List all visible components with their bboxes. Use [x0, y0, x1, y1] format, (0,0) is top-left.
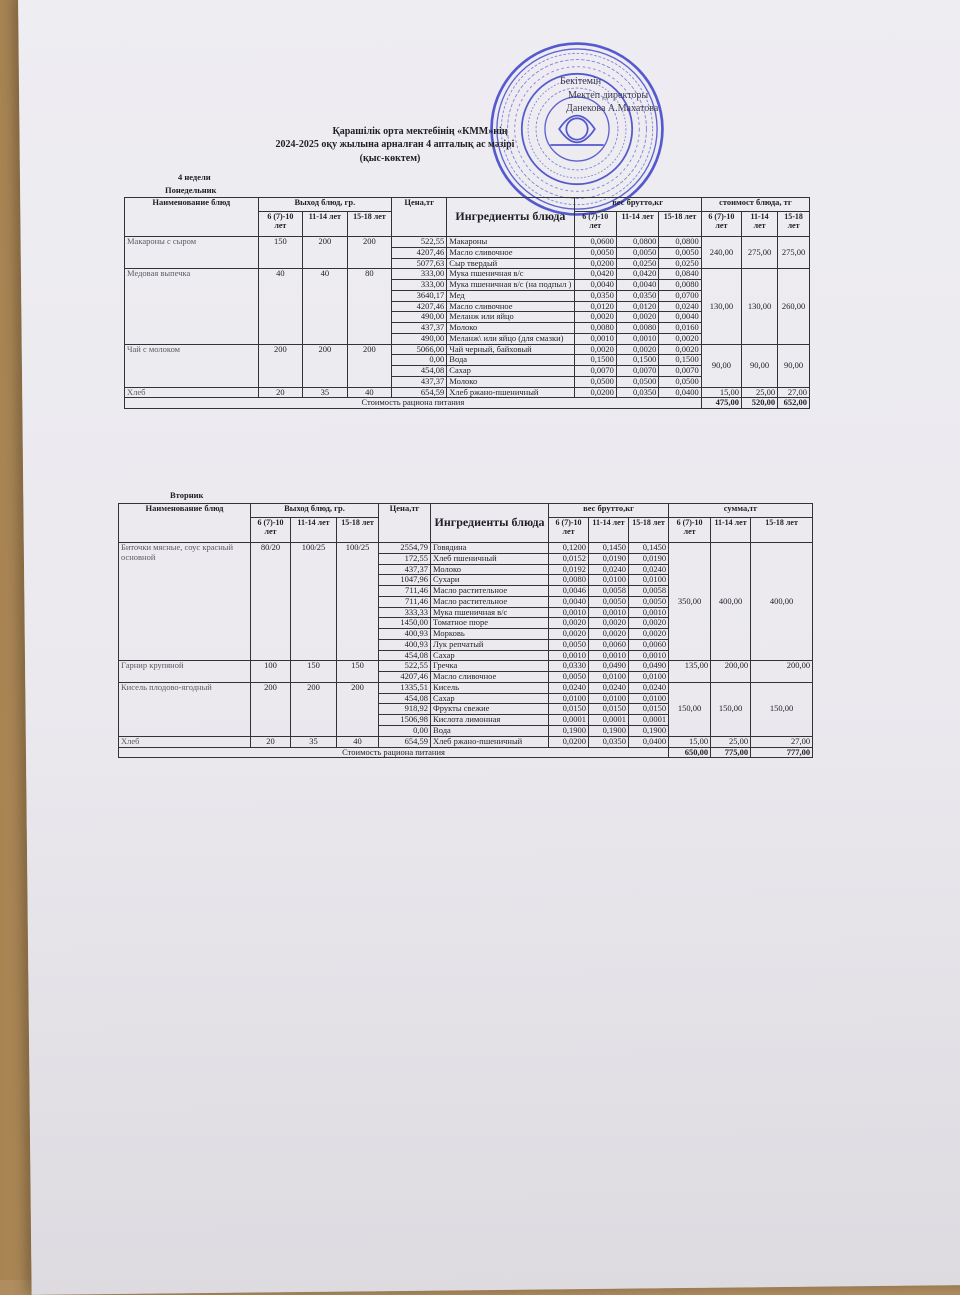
ingredient-price: 490,00 [392, 312, 447, 323]
weight-age-2: 0,0080 [616, 323, 658, 334]
weight-age-2: 0,0001 [589, 715, 629, 726]
dish-cost-age-2: 275,00 [742, 237, 778, 269]
col-header-weight-age-1: 6 (7)-10 лет [549, 517, 589, 542]
ingredient-name: Вода [431, 726, 549, 737]
weight-age-1: 0,0040 [574, 280, 616, 291]
ingredient-name: Сахар [431, 650, 549, 661]
total-label: Стоимость рациона питания [125, 398, 702, 409]
dish-cost-age-2: 200,00 [711, 661, 751, 683]
ingredient-row [119, 543, 813, 554]
weight-age-1: 0,0420 [574, 269, 616, 280]
col-header-age-1: 6 (7)-10 лет [251, 517, 291, 542]
weight-age-1: 0,0100 [549, 693, 589, 704]
ingredient-row [125, 387, 810, 398]
ingredient-name: Хлеб ржано-пшеничный [431, 736, 549, 747]
yield-age-2: 200 [291, 682, 337, 736]
weight-age-1: 0,0050 [574, 247, 616, 258]
ingredient-price: 711,46 [379, 596, 431, 607]
dish-cost-age-1: 350,00 [669, 543, 711, 661]
weight-age-3: 0,0010 [629, 607, 669, 618]
total-age-3: 777,00 [751, 747, 813, 758]
title-line-2: 2024-2025 оқу жылына арналған 4 апталық ас мәзірі [275, 139, 515, 150]
ingredient-row [119, 682, 813, 693]
ingredient-name: Сахар [447, 366, 574, 377]
ingredient-name: Хлеб ржано-пшеничный [447, 387, 574, 398]
weight-age-3: 0,0840 [659, 269, 701, 280]
ingredient-name: Сахар [431, 693, 549, 704]
ingredient-row [125, 344, 810, 355]
col-header-gross-weight: вес брутто,кг [549, 504, 669, 518]
weight-age-1: 0,0020 [574, 344, 616, 355]
weight-age-2: 0,0040 [616, 280, 658, 291]
ingredient-name: Мука пшеничная в/с [431, 607, 549, 618]
weight-age-3: 0,1500 [659, 355, 701, 366]
yield-age-3: 200 [347, 344, 392, 387]
yield-age-2: 100/25 [291, 543, 337, 661]
weight-age-2: 0,0070 [616, 366, 658, 377]
weight-age-3: 0,0100 [629, 693, 669, 704]
total-age-2: 520,00 [742, 398, 778, 409]
col-header-cost-age-2: 11-14 лет [711, 517, 751, 542]
weight-age-2: 0,0010 [589, 607, 629, 618]
ingredient-price: 1450,00 [379, 618, 431, 629]
yield-age-3: 150 [337, 661, 379, 683]
ingredient-name: Хлеб пшеничный [431, 553, 549, 564]
weight-age-2: 0,0020 [589, 618, 629, 629]
dish-name: Медовая выпечка [125, 269, 259, 344]
total-row [119, 747, 813, 758]
dish-name: Кисель плодово-ягодный [119, 682, 251, 736]
weight-age-1: 0,0152 [549, 553, 589, 564]
col-header-cost-age-3: 15-18 лет [778, 211, 810, 236]
ingredient-price: 333,00 [392, 269, 447, 280]
ingredient-price: 918,92 [379, 704, 431, 715]
yield-age-3: 40 [347, 387, 392, 398]
weight-age-3: 0,0020 [659, 333, 701, 344]
yield-age-3: 100/25 [337, 543, 379, 661]
ingredient-price: 1047,96 [379, 575, 431, 586]
dish-cost-age-2: 400,00 [711, 543, 751, 661]
weight-age-2: 0,1900 [589, 726, 629, 737]
ingredient-row [125, 269, 810, 280]
weight-age-3: 0,0150 [629, 704, 669, 715]
weight-age-1: 0,0040 [549, 596, 589, 607]
ingredient-name: Масло сливочное [447, 301, 574, 312]
yield-age-1: 150 [258, 237, 303, 269]
weight-age-3: 0,0020 [659, 344, 701, 355]
dish-cost-age-2: 90,00 [742, 344, 778, 387]
ingredient-price: 0,00 [392, 355, 447, 366]
dish-cost-age-1: 90,00 [701, 344, 741, 387]
weight-age-3: 0,0020 [629, 618, 669, 629]
ingredient-name: Молоко [447, 323, 574, 334]
col-header-age-3: 15-18 лет [337, 517, 379, 542]
yield-age-2: 200 [303, 344, 348, 387]
yield-age-3: 80 [347, 269, 392, 344]
yield-age-2: 200 [303, 237, 348, 269]
weight-age-2: 0,0100 [589, 575, 629, 586]
ingredient-price: 333,00 [392, 280, 447, 291]
weight-age-2: 0,1450 [589, 543, 629, 554]
weight-age-3: 0,0500 [659, 376, 701, 387]
weight-age-3: 0,0240 [629, 564, 669, 575]
ingredient-name: Меланж или яйцо [447, 312, 574, 323]
col-header-weight-age-1: 6 (7)-10 лет [574, 211, 616, 236]
weight-age-1: 0,0010 [549, 607, 589, 618]
ingredient-price: 654,59 [379, 736, 431, 747]
weight-age-2: 0,0020 [616, 344, 658, 355]
weight-age-2: 0,0350 [589, 736, 629, 747]
weight-age-2: 0,0050 [616, 247, 658, 258]
dish-cost-age-1: 130,00 [701, 269, 741, 344]
ingredient-name: Меланж\ или яйцо (для смазки) [447, 333, 574, 344]
col-header-cost-age-1: 6 (7)-10 лет [701, 211, 741, 236]
col-header-dish-name: Наименование блюд [125, 198, 259, 237]
weight-age-1: 0,0500 [574, 376, 616, 387]
ingredient-name: Томатное пюре [431, 618, 549, 629]
dish-cost-age-3: 150,00 [751, 682, 813, 736]
ingredient-price: 4207,46 [379, 672, 431, 683]
col-header-dish-name: Наименование блюд [119, 504, 251, 543]
weight-age-1: 0,0080 [549, 575, 589, 586]
weight-age-3: 0,0010 [629, 650, 669, 661]
weight-age-2: 0,0060 [589, 639, 629, 650]
weight-age-3: 0,1900 [629, 726, 669, 737]
weight-age-2: 0,0240 [589, 682, 629, 693]
ingredient-name: Масло сливочное [431, 672, 549, 683]
weight-age-1: 0,0240 [549, 682, 589, 693]
ingredient-name: Макароны [447, 237, 574, 248]
ingredient-name: Молоко [447, 376, 574, 387]
ingredient-name: Гречка [431, 661, 549, 672]
approval-line-1: Бекітемін [560, 76, 602, 87]
ingredient-price: 1335,51 [379, 682, 431, 693]
weight-age-3: 0,0250 [659, 258, 701, 269]
ingredient-price: 4207,46 [392, 301, 447, 312]
weight-age-1: 0,0330 [549, 661, 589, 672]
weight-age-3: 0,0080 [659, 280, 701, 291]
col-header-weight-age-2: 11-14 лет [589, 517, 629, 542]
dish-cost-age-2: 130,00 [742, 269, 778, 344]
dish-cost-age-2: 150,00 [711, 682, 751, 736]
weight-age-3: 0,0060 [629, 639, 669, 650]
weight-age-3: 0,0100 [629, 672, 669, 683]
weight-age-3: 0,0100 [629, 575, 669, 586]
yield-age-1: 20 [258, 387, 303, 398]
ingredient-row [119, 736, 813, 747]
ingredient-price: 490,00 [392, 333, 447, 344]
dish-cost-age-3: 27,00 [751, 736, 813, 747]
col-header-age-2: 11-14 лет [291, 517, 337, 542]
yield-age-2: 150 [291, 661, 337, 683]
weight-age-1: 0,0001 [549, 715, 589, 726]
weight-age-1: 0,0600 [574, 237, 616, 248]
col-header-cost-age-2: 11-14 лет [742, 211, 778, 236]
dish-cost-age-3: 27,00 [778, 387, 810, 398]
ingredient-price: 400,93 [379, 629, 431, 640]
col-header-sum: сумма,тг [669, 504, 813, 518]
weight-age-2: 0,0050 [589, 596, 629, 607]
weight-age-1: 0,0050 [549, 672, 589, 683]
ingredient-price: 437,37 [379, 564, 431, 575]
col-header-age-1: 6 (7)-10 лет [258, 211, 303, 236]
dish-cost-age-1: 15,00 [701, 387, 741, 398]
weight-age-3: 0,0070 [659, 366, 701, 377]
weight-age-3: 0,0050 [629, 596, 669, 607]
weight-age-2: 0,1500 [616, 355, 658, 366]
dish-name: Биточки мясные, соус красный основной [119, 543, 251, 661]
yield-age-2: 35 [303, 387, 348, 398]
ingredient-name: Мед [447, 290, 574, 301]
ingredient-row [125, 237, 810, 248]
ingredient-price: 3640,17 [392, 290, 447, 301]
weight-age-3: 0,0020 [629, 629, 669, 640]
ingredient-price: 1506,98 [379, 715, 431, 726]
ingredient-name: Масло растительное [431, 596, 549, 607]
ingredient-name: Сыр твердый [447, 258, 574, 269]
dish-name: Чай с молоком [125, 344, 259, 387]
yield-age-3: 200 [337, 682, 379, 736]
ingredient-name: Кисель [431, 682, 549, 693]
weight-age-2: 0,0120 [616, 301, 658, 312]
ingredient-price: 654,59 [392, 387, 447, 398]
weight-age-2: 0,0350 [616, 387, 658, 398]
menu-table-tuesday [118, 503, 813, 758]
col-header-yield: Выход блюд, гр. [251, 504, 379, 518]
weight-age-1: 0,0070 [574, 366, 616, 377]
ingredient-price: 333,33 [379, 607, 431, 618]
ingredient-price: 4207,46 [392, 247, 447, 258]
weight-age-1: 0,0050 [549, 639, 589, 650]
total-age-1: 475,00 [701, 398, 741, 409]
weight-age-1: 0,0010 [549, 650, 589, 661]
total-age-3: 652,00 [778, 398, 810, 409]
total-age-2: 775,00 [711, 747, 751, 758]
ingredient-price: 454,08 [379, 693, 431, 704]
ingredient-price: 437,37 [392, 376, 447, 387]
col-header-ingredients: Ингредиенты блюда [431, 504, 549, 543]
ingredient-name: Говядина [431, 543, 549, 554]
dish-name: Хлеб [125, 387, 259, 398]
weight-age-1: 0,0010 [574, 333, 616, 344]
dish-cost-age-1: 15,00 [669, 736, 711, 747]
day-monday: Понедельник [165, 185, 217, 195]
weight-age-2: 0,0800 [616, 237, 658, 248]
ingredient-name: Фрукты свежие [431, 704, 549, 715]
dish-cost-age-1: 240,00 [701, 237, 741, 269]
weight-age-3: 0,0700 [659, 290, 701, 301]
ingredient-price: 172,55 [379, 553, 431, 564]
weight-age-2: 0,0500 [616, 376, 658, 387]
weight-age-2: 0,0020 [616, 312, 658, 323]
weight-age-3: 0,0190 [629, 553, 669, 564]
ingredient-price: 400,93 [379, 639, 431, 650]
weight-age-2: 0,0100 [589, 693, 629, 704]
weight-age-3: 0,0160 [659, 323, 701, 334]
ingredient-row [119, 661, 813, 672]
weight-age-3: 0,0800 [659, 237, 701, 248]
week-label: 4 недели [178, 172, 211, 182]
ingredient-price: 437,37 [392, 323, 447, 334]
weight-age-1: 0,0046 [549, 586, 589, 597]
menu-table-monday [124, 197, 810, 409]
col-header-age-2: 11-14 лет [303, 211, 348, 236]
day-tuesday: Вторник [170, 490, 204, 500]
total-age-1: 650,00 [669, 747, 711, 758]
weight-age-1: 0,0350 [574, 290, 616, 301]
weight-age-1: 0,0020 [549, 629, 589, 640]
yield-age-1: 20 [251, 736, 291, 747]
ingredient-name: Масло сливочное [447, 247, 574, 258]
weight-age-1: 0,0120 [574, 301, 616, 312]
col-header-cost-age-3: 15-18 лет [751, 517, 813, 542]
weight-age-1: 0,1200 [549, 543, 589, 554]
dish-cost-age-1: 150,00 [669, 682, 711, 736]
weight-age-1: 0,0192 [549, 564, 589, 575]
title-line-3: (қыс-көктем) [359, 153, 421, 164]
weight-age-1: 0,0200 [574, 258, 616, 269]
dish-cost-age-1: 135,00 [669, 661, 711, 683]
dish-name: Макароны с сыром [125, 237, 259, 269]
col-header-yield: Выход блюд, гр. [258, 198, 392, 212]
ingredient-name: Сухари [431, 575, 549, 586]
weight-age-2: 0,0190 [589, 553, 629, 564]
weight-age-1: 0,0080 [574, 323, 616, 334]
ingredient-name: Вода [447, 355, 574, 366]
weight-age-1: 0,0200 [574, 387, 616, 398]
dish-cost-age-3: 400,00 [751, 543, 813, 661]
dish-name: Хлеб [119, 736, 251, 747]
weight-age-2: 0,0100 [589, 672, 629, 683]
weight-age-2: 0,0240 [589, 564, 629, 575]
weight-age-2: 0,0010 [589, 650, 629, 661]
total-label: Стоимость рациона питания [119, 747, 669, 758]
ingredient-name: Кислота лимонная [431, 715, 549, 726]
col-header-weight-age-3: 15-18 лет [629, 517, 669, 542]
weight-age-3: 0,0040 [659, 312, 701, 323]
col-header-cost: стоимост блюда, тг [701, 198, 809, 212]
yield-age-1: 80/20 [251, 543, 291, 661]
yield-age-2: 35 [291, 736, 337, 747]
ingredient-price: 0,00 [379, 726, 431, 737]
weight-age-2: 0,0350 [616, 290, 658, 301]
dish-cost-age-2: 25,00 [711, 736, 751, 747]
col-header-gross-weight: вес брутто,кг [574, 198, 701, 212]
col-header-weight-age-3: 15-18 лет [659, 211, 701, 236]
dish-cost-age-3: 200,00 [751, 661, 813, 683]
ingredient-name: Мука пшеничная в/с (на подпыл ) [447, 280, 574, 291]
weight-age-2: 0,0420 [616, 269, 658, 280]
dish-cost-age-2: 25,00 [742, 387, 778, 398]
weight-age-1: 0,0020 [549, 618, 589, 629]
weight-age-2: 0,0010 [616, 333, 658, 344]
weight-age-3: 0,0050 [659, 247, 701, 258]
weight-age-2: 0,0020 [589, 629, 629, 640]
yield-age-1: 200 [258, 344, 303, 387]
ingredient-price: 454,08 [379, 650, 431, 661]
yield-age-1: 100 [251, 661, 291, 683]
weight-age-1: 0,0020 [574, 312, 616, 323]
dish-cost-age-3: 260,00 [778, 269, 810, 344]
ingredient-price: 711,46 [379, 586, 431, 597]
yield-age-3: 200 [347, 237, 392, 269]
weight-age-1: 0,0200 [549, 736, 589, 747]
col-header-cost-age-1: 6 (7)-10 лет [669, 517, 711, 542]
yield-age-2: 40 [303, 269, 348, 344]
weight-age-3: 0,0001 [629, 715, 669, 726]
ingredient-name: Молоко [431, 564, 549, 575]
yield-age-1: 40 [258, 269, 303, 344]
ingredient-price: 5077,63 [392, 258, 447, 269]
weight-age-1: 0,1900 [549, 726, 589, 737]
title-line-1: Қарашілік орта мектебінің «КММ»нің [332, 126, 508, 137]
ingredient-price: 2554,79 [379, 543, 431, 554]
ingredient-price: 522,55 [392, 237, 447, 248]
col-header-price: Цена,тг [379, 504, 431, 543]
weight-age-3: 0,0400 [629, 736, 669, 747]
dish-name: Гарнир крупяной [119, 661, 251, 683]
weight-age-3: 0,0400 [659, 387, 701, 398]
col-header-price: Цена,тг [392, 198, 447, 237]
yield-age-1: 200 [251, 682, 291, 736]
yield-age-3: 40 [337, 736, 379, 747]
weight-age-1: 0,1500 [574, 355, 616, 366]
ingredient-name: Лук репчатый [431, 639, 549, 650]
weight-age-2: 0,0490 [589, 661, 629, 672]
ingredient-name: Мука пшеничная в/с [447, 269, 574, 280]
weight-age-1: 0,0150 [549, 704, 589, 715]
col-header-weight-age-2: 11-14 лет [616, 211, 658, 236]
dish-cost-age-3: 275,00 [778, 237, 810, 269]
dish-cost-age-3: 90,00 [778, 344, 810, 387]
ingredient-price: 522,55 [379, 661, 431, 672]
approval-line-3: Данекова А.Махатова [566, 103, 659, 114]
weight-age-3: 0,0240 [659, 301, 701, 312]
weight-age-2: 0,0150 [589, 704, 629, 715]
col-header-age-3: 15-18 лет [347, 211, 392, 236]
approval-line-2: Мектеп директоры [568, 90, 649, 101]
ingredient-price: 454,08 [392, 366, 447, 377]
weight-age-2: 0,0250 [616, 258, 658, 269]
weight-age-2: 0,0058 [589, 586, 629, 597]
weight-age-3: 0,1450 [629, 543, 669, 554]
ingredient-name: Чай черный, байховый [447, 344, 574, 355]
weight-age-3: 0,0490 [629, 661, 669, 672]
weight-age-3: 0,0240 [629, 682, 669, 693]
total-row [125, 398, 810, 409]
ingredient-name: Масло растительное [431, 586, 549, 597]
ingredient-price: 5066,00 [392, 344, 447, 355]
weight-age-3: 0,0058 [629, 586, 669, 597]
ingredient-name: Морковь [431, 629, 549, 640]
col-header-ingredients: Ингредиенты блюда [447, 198, 574, 237]
